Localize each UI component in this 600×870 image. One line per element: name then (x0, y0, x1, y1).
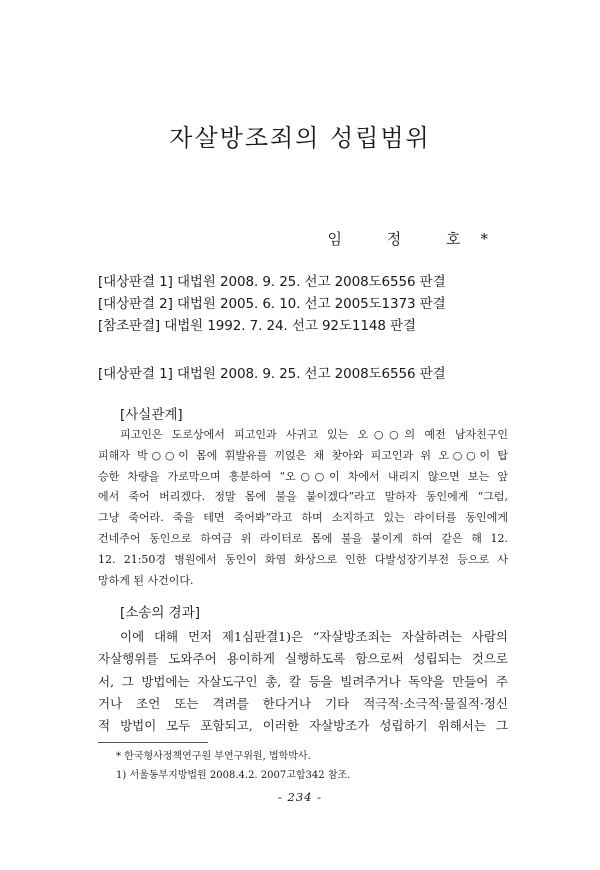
page-number: - 234 - (277, 790, 323, 804)
facts-paragraph (98, 425, 508, 591)
footnote-author: * 한국형사정책연구원 부연구위원, 법학박사. (116, 751, 311, 762)
section-case-heading: [대상판결 1] 대법원 2008. 9. 25. 선고 2008도6556 판결 (98, 366, 446, 382)
paper-title: 자살방조죄의 성립범위 (169, 124, 431, 152)
proceedings-line: 거나 조언 또는 격려를 한다거나 기타 적극적·소극적·물질적·정신 (98, 695, 508, 711)
facts-line: 그냥 죽어라. 죽을 테면 죽어봐”라고 하며 소지하고 있는 라이터를 동인에게 (98, 511, 508, 525)
facts-line: 12. 21:50경 병원에서 동인이 화염 화상으로 인한 다발성장기부전 등으로 사 (98, 552, 508, 566)
facts-line: 승한 차량을 가로막으며 흥분하여 “오○○이 차에서 내리지 않으면 보는 앞 (98, 469, 508, 483)
facts-line: 건네주어 동인으로 하여금 위 라이터로 몸에 불을 붙이게 하여 같은 해 12. (98, 531, 508, 545)
footnote-divider (98, 742, 208, 743)
case-reference-1: [대상판결 1] 대법원 2008. 9. 25. 선고 2008도6556 판결 (98, 274, 446, 290)
proceedings-line: 서, 그 방법에는 자살도구인 총, 칼 등을 빌려주거나 독약을 만들어 주 (98, 673, 508, 689)
facts-line: 망하게 된 사건이다. (98, 573, 194, 587)
case-reference-3: [참조판결] 대법원 1992. 7. 24. 선고 92도1148 판결 (98, 318, 416, 334)
facts-line: 에서 죽어 버리겠다. 정말 몸에 불을 붙이겠다”라고 말하자 동인에게 “그럼, (98, 490, 508, 504)
facts-line: 피고인은 도로상에서 피고인과 사귀고 있는 오○○의 예전 남자친구인 (120, 428, 508, 441)
proceedings-heading: [소송의 경과] (120, 605, 201, 621)
proceedings-line: 이에 대해 먼저 제1심판결1)은 “자살방조죄는 자살하려는 사람의 (120, 629, 508, 644)
case-reference-2: [대상판결 2] 대법원 2005. 6. 10. 선고 2005도1373 판결 (98, 296, 446, 312)
proceedings-line: 자살행위를 도와주어 용이하게 실행하도록 함으로써 성립되는 것으로 (98, 651, 508, 667)
proceedings-paragraph (98, 626, 508, 737)
proceedings-line: 적 방법이 모두 포함되고, 이러한 자살방조가 성립하기 위해서는 그 (98, 718, 508, 734)
facts-line: 피해자 박○○이 몸에 휘발유를 끼얹은 채 찾아와 피고인과 위 오○○이 탑 (98, 448, 508, 462)
footnote-1: 1) 서울동부지방법원 2008.4.2. 2007고합342 참조. (116, 770, 351, 781)
author-name: 임 정 호* (327, 230, 508, 248)
facts-heading: [사실관계] (120, 407, 183, 423)
